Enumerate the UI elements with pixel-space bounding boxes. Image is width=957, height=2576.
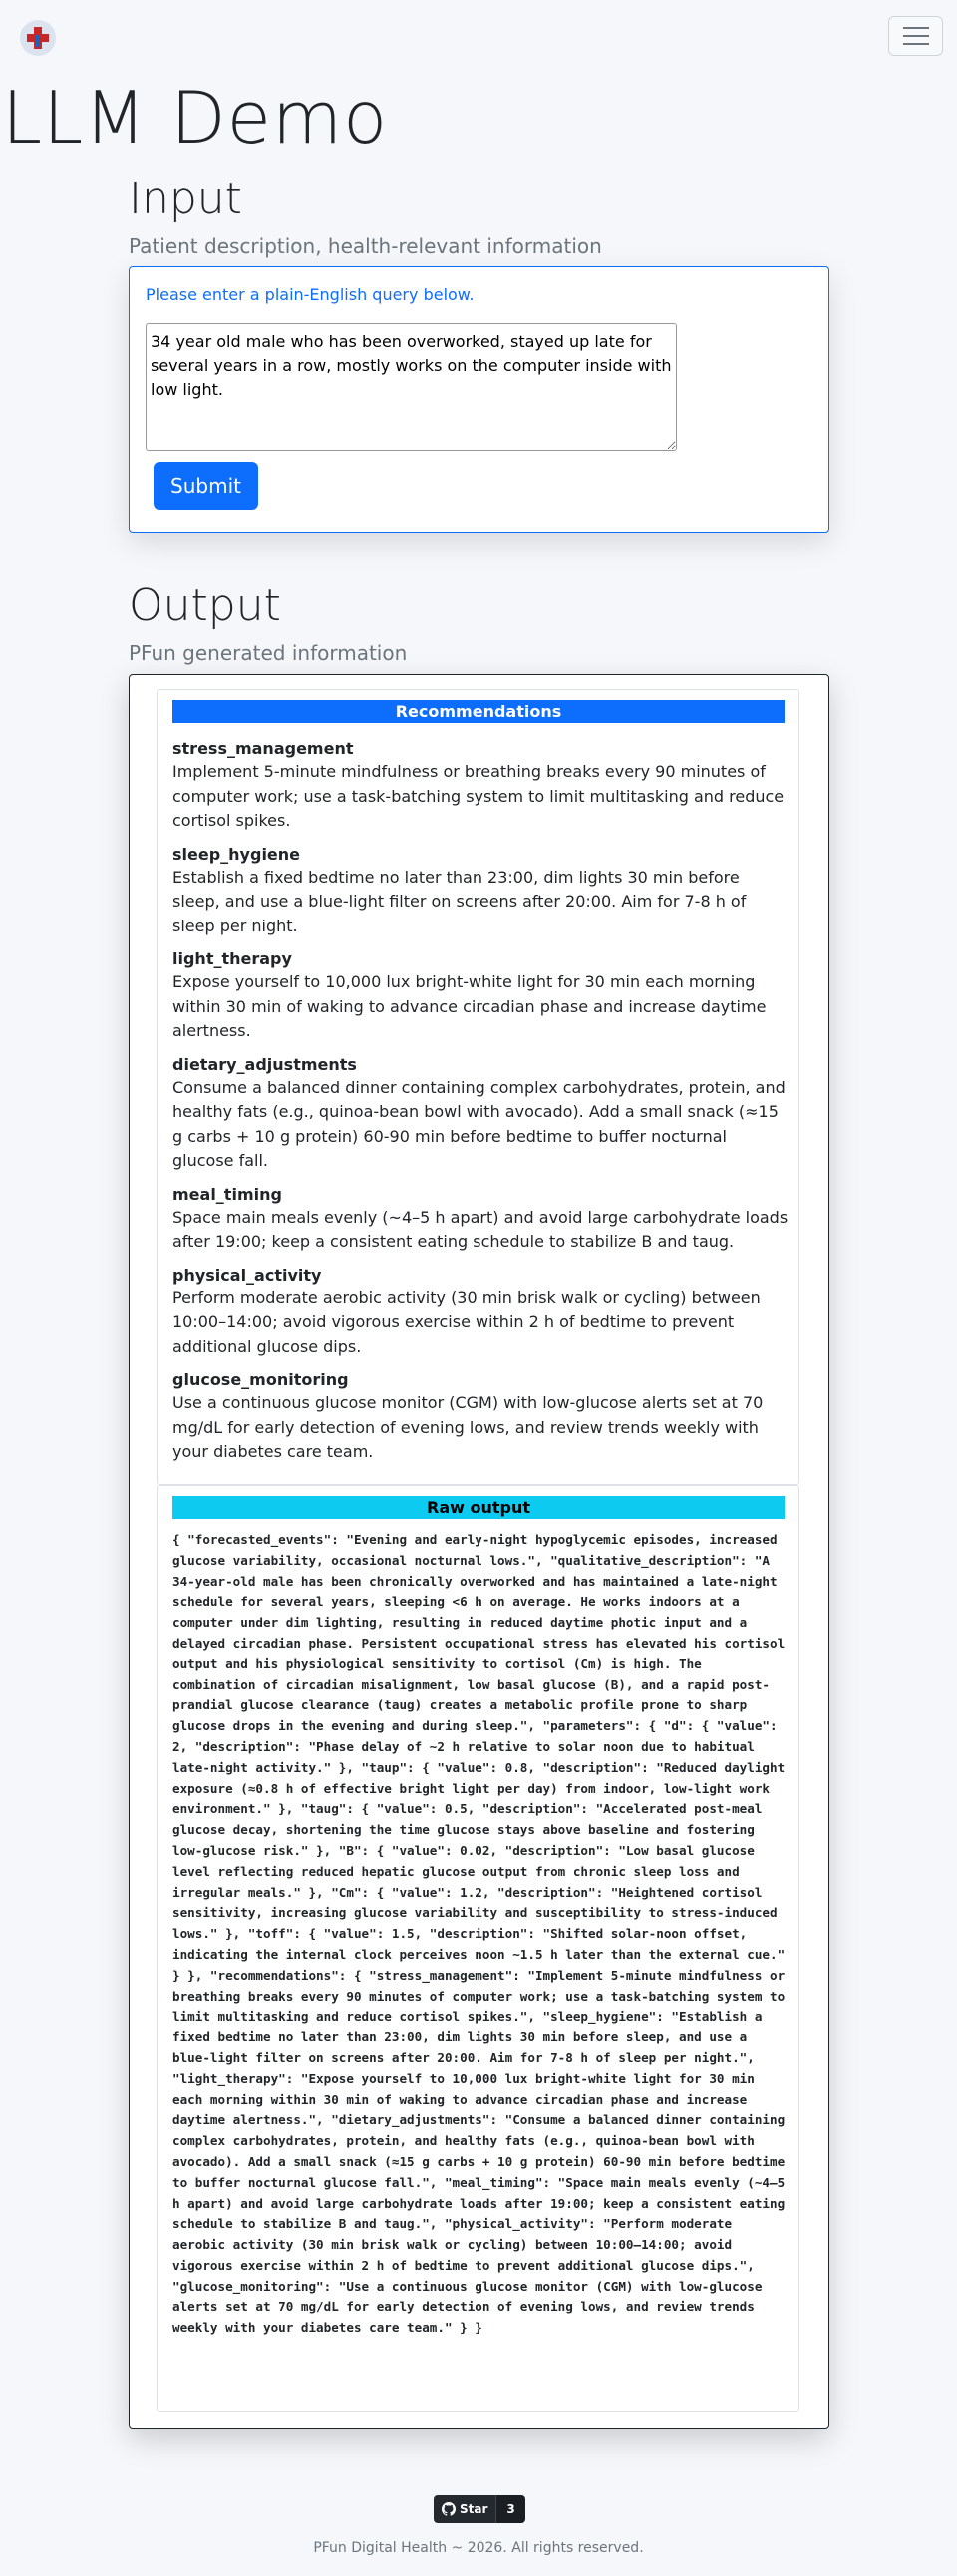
logo[interactable] (20, 20, 56, 56)
hamburger-icon-line (903, 27, 929, 29)
recommendation-text: Implement 5-minute mindfulness or breathing breaks every 90 minutes of computer work; use a task-batching system to limit multitasking and reduce cortisol spikes. (172, 762, 785, 830)
github-icon (442, 2502, 456, 2516)
input-section-subtitle: Patient description, health-relevant information (129, 234, 602, 258)
input-card (129, 266, 829, 533)
output-card (129, 674, 829, 2429)
github-star-label-group (434, 2495, 495, 2523)
footer-text: PFun Digital Health ~ 2026. All rights reserved. (313, 2540, 644, 2556)
recommendation-text: Consume a balanced dinner containing complex carbohydrates, protein, and healthy fats (e.g., quinoa-bean bowl with avocado). Add a small snack (≈15 g carbs + 10 g protein) 60-90 min before bedtime to buffer nocturnal glucose fall. (172, 1077, 786, 1170)
app-title: LLM Demo (2, 76, 389, 160)
raw-output-header: Raw output (172, 1496, 785, 1519)
raw-output-text: { "forecasted_events": "Evening and early-night hypoglycemic episodes, increased glucose variability, occasional nocturnal lows.", "qualitative_description": "A 34-year-old male has been chronically overworked and has maintained a late-night schedule for several years, sleeping <6 h on average. He works indoors at a computer under dim lighting, resulting in reduced daytime photic input and a delayed circadian phase. Persistent occupational stress has elevated his cortisol output and his physiological sensitivity to cortisol (Cm) is high. The combination of circadian misalignment, low basal glucose (B), and a rapid post-prandial glucose clearance (taug) creates a metabolic profile prone to sharp glucose drops in the evening and during sleep.", "parameters": { "d": { "value": 2, "description": "Phase delay of ~2 h relative to solar noon due to habitual late-night activity." }, "taup": { "value": 0.8, "description": "Reduced daylight exposure (≈0.8 h of effective bright light per day) from indoor, low-light work environment." }, "taug": { "value": 0.5, "description": "Accelerated post-meal glucose decay, shortening the time glucose stays above baseline and fostering low-glucose risk." }, "B": { "value": 0.02, "description": "Low basal glucose level reflecting reduced hepatic glucose output from chronic sleep loss and irregular meals." }, "Cm": { "value": 1.2, "description": "Heightened cortisol sensitivity, increasing glucose variability and susceptibility to stress-induced lows." }, "toff": { "value": 1.5, "description": "Shifted solar-noon offset, indicating the internal clock perceives noon ~1.5 h later than the external cue." } }, "recommendations": { "stress_management": "Implement 5-minute mindfulness or breathing breaks every 90 minutes of computer work; use a task-batching system to limit multitasking and reduce cortisol spikes.", "sleep_hygiene": "Establish a fixed bedtime no later than 23:00, dim lights 30 min before sleep, and use a blue-light filter on screens after 20:00. Aim for 7-8 h of sleep per night.", "light_therapy": "Expose yourself to 10,000 lux bright-white light for 30 min each morning within 30 min of waking to advance circadian phase and increase daytime alertness.", "dietary_adjustments": "Consume a balanced dinner containing complex carbohydrates, protein, and healthy fats (e.g., quinoa-bean bowl with avocado). Add a small snack (≈15 g carbs + 10 g protein) 60-90 min before bedtime to buffer nocturnal glucose fall.", "meal_timing": "Space main meals evenly (~4–5 h apart) and avoid large carbohydrate loads after 19:00; keep a consistent eating schedule to stabilize B and taug.", "physical_activity": "Perform moderate aerobic activity (30 min brisk walk or cycling) between 10:00–14:00; avoid vigorous exercise within 2 h of bedtime to prevent additional glucose dips.", "glucose_monitoring": "Use a continuous glucose monitor (CGM) with low-glucose alerts set at 70 mg/dL for early detection of evening lows, and review trends weekly with your diabetes care team." } } (172, 1532, 793, 2336)
recommendation-item (172, 1184, 789, 1255)
recommendation-text: Establish a fixed bedtime no later than 23:00, dim lights 30 min before sleep, and use a blue-light filter on screens after 20:00. Aim for 7-8 h of sleep per night. (172, 867, 747, 935)
recommendation-item (172, 948, 789, 1044)
medical-cross-logo-icon (23, 23, 53, 53)
hamburger-icon-line (903, 43, 929, 45)
recommendations-panel (157, 689, 799, 1485)
recommendation-key: meal_timing (172, 1184, 282, 1204)
github-star-label: Star (460, 2502, 488, 2516)
github-star-count: 3 (495, 2495, 524, 2523)
raw-output-panel (157, 1485, 799, 2412)
query-prompt: Please enter a plain-English query below. (146, 285, 475, 304)
recommendation-text: Use a continuous glucose monitor (CGM) with low-glucose alerts set at 70 mg/dL for early detection of evening lows, and review trends weekly with your diabetes care team. (172, 1393, 764, 1461)
output-section-subtitle: PFun generated information (129, 641, 408, 665)
recommendation-text: Perform moderate aerobic activity (30 min brisk walk or cycling) between 10:00–14:00; avoid vigorous exercise within 2 h of bedtime to prevent additional glucose dips. (172, 1288, 761, 1356)
github-star-button[interactable] (434, 2495, 525, 2523)
output-section-title: Output (129, 580, 281, 631)
recommendation-key: dietary_adjustments (172, 1054, 357, 1074)
hamburger-icon-line (903, 35, 929, 37)
recommendation-item (172, 1265, 789, 1360)
submit-button[interactable]: Submit (154, 462, 258, 510)
recommendation-key: physical_activity (172, 1265, 322, 1285)
recommendation-item (172, 1054, 789, 1174)
query-textarea[interactable] (146, 323, 677, 451)
recommendation-key: stress_management (172, 739, 354, 758)
recommendation-key: light_therapy (172, 949, 292, 968)
menu-toggle-button[interactable] (888, 16, 943, 56)
recommendation-key: glucose_monitoring (172, 1370, 349, 1389)
recommendation-item (172, 1369, 789, 1465)
recommendations-header: Recommendations (172, 700, 785, 723)
input-section-title: Input (129, 174, 242, 224)
recommendation-item (172, 844, 789, 939)
recommendation-key: sleep_hygiene (172, 844, 301, 864)
recommendation-item (172, 738, 789, 834)
recommendation-text: Expose yourself to 10,000 lux bright-white light for 30 min each morning within 30 min of waking to advance circadian phase and increase daytime alertness. (172, 972, 767, 1040)
recommendation-text: Space main meals evenly (~4–5 h apart) and avoid large carbohydrate loads after 19:00; keep a consistent eating schedule to stabilize B and taug. (172, 1207, 789, 1251)
recommendations-list (172, 738, 789, 1475)
